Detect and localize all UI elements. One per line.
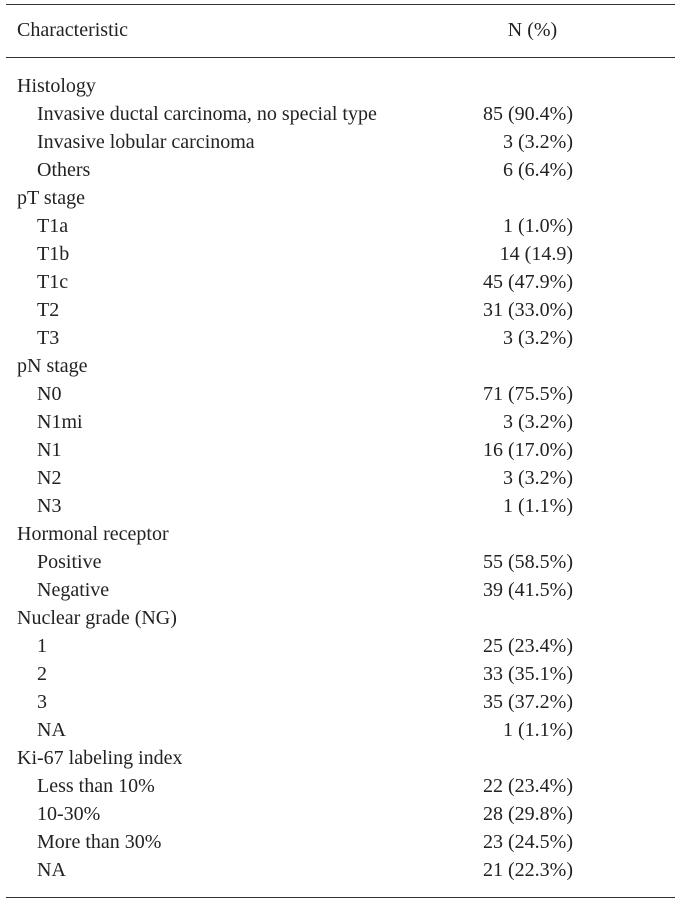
table-row (0, 380, 680, 408)
table-row (0, 716, 680, 744)
row-label: Less than 10% (37, 775, 155, 797)
row-label: Positive (37, 551, 102, 573)
section-title: Hormonal receptor (17, 523, 169, 545)
row-value: 3 (3.2%) (503, 411, 573, 433)
row-value: 21 (22.3%) (483, 859, 573, 881)
row-label: T1a (37, 215, 69, 237)
row-value: 1 (1.0%) (503, 215, 573, 237)
row-value: 3 (3.2%) (503, 467, 573, 489)
table-row (0, 800, 680, 828)
row-value: 14 (14.9) (499, 243, 573, 265)
row-value: 35 (37.2%) (483, 691, 573, 713)
section-title: pN stage (17, 355, 88, 377)
section-title: pT stage (17, 187, 85, 209)
row-label: N1mi (37, 411, 83, 433)
section-heading (0, 352, 680, 380)
row-value: 33 (35.1%) (483, 663, 573, 685)
table-row (0, 156, 680, 184)
row-value: 1 (1.1%) (503, 719, 573, 741)
table-row (0, 660, 680, 688)
row-label: 2 (37, 663, 47, 685)
table-row (0, 324, 680, 352)
table-row (0, 268, 680, 296)
section-heading (0, 184, 680, 212)
row-label: Invasive ductal carcinoma, no special type (37, 103, 377, 125)
row-value: 55 (58.5%) (483, 551, 573, 573)
section-heading (0, 604, 680, 632)
table-row (0, 856, 680, 884)
table-row (0, 100, 680, 128)
row-label: T2 (37, 299, 60, 321)
row-label: N1 (37, 439, 62, 461)
table-row (0, 240, 680, 268)
table-row (0, 436, 680, 464)
row-value: 85 (90.4%) (483, 103, 573, 125)
section-heading (0, 72, 680, 100)
row-label: 3 (37, 691, 47, 713)
table-row (0, 828, 680, 856)
section-title: Ki-67 labeling index (17, 747, 183, 769)
row-value: 45 (47.9%) (483, 271, 573, 293)
row-value: 3 (3.2%) (503, 327, 573, 349)
table-row (0, 128, 680, 156)
row-label: Others (37, 159, 91, 181)
row-label: More than 30% (37, 831, 162, 853)
table-row (0, 464, 680, 492)
section-heading (0, 744, 680, 772)
table-row (0, 212, 680, 240)
row-value: 3 (3.2%) (503, 131, 573, 153)
row-label: NA (37, 719, 66, 741)
row-label: T3 (37, 327, 60, 349)
section-title: Histology (17, 75, 96, 97)
table-row (0, 688, 680, 716)
row-value: 71 (75.5%) (483, 383, 573, 405)
section-heading (0, 520, 680, 548)
row-value: 16 (17.0%) (483, 439, 573, 461)
table-top-rule (6, 4, 675, 5)
row-label: N3 (37, 495, 62, 517)
table-row (0, 296, 680, 324)
row-value: 28 (29.8%) (483, 803, 573, 825)
row-label: T1b (37, 243, 70, 265)
section-title: Nuclear grade (NG) (17, 607, 177, 629)
row-label: Invasive lobular carcinoma (37, 131, 255, 153)
row-value: 31 (33.0%) (483, 299, 573, 321)
table-bottom-rule (6, 897, 675, 898)
row-value: 22 (23.4%) (483, 775, 573, 797)
row-label: T1c (37, 271, 69, 293)
header-n-percent: N (%) (507, 19, 558, 41)
row-label: N0 (37, 383, 62, 405)
table-row (0, 548, 680, 576)
row-label: N2 (37, 467, 62, 489)
table-row (0, 772, 680, 800)
table-row (0, 632, 680, 660)
table-header-rule (6, 57, 675, 58)
row-label: NA (37, 859, 66, 881)
row-value: 25 (23.4%) (483, 635, 573, 657)
row-value: 1 (1.1%) (503, 495, 573, 517)
table-row (0, 576, 680, 604)
header-characteristic: Characteristic (17, 19, 129, 41)
row-value: 39 (41.5%) (483, 579, 573, 601)
row-label: 10-30% (37, 803, 101, 825)
table-row (0, 408, 680, 436)
table-body (0, 72, 680, 884)
row-label: 1 (37, 635, 47, 657)
row-label: Negative (37, 579, 110, 601)
table-header (0, 16, 680, 44)
row-value: 23 (24.5%) (483, 831, 573, 853)
table-row (0, 492, 680, 520)
row-value: 6 (6.4%) (503, 159, 573, 181)
